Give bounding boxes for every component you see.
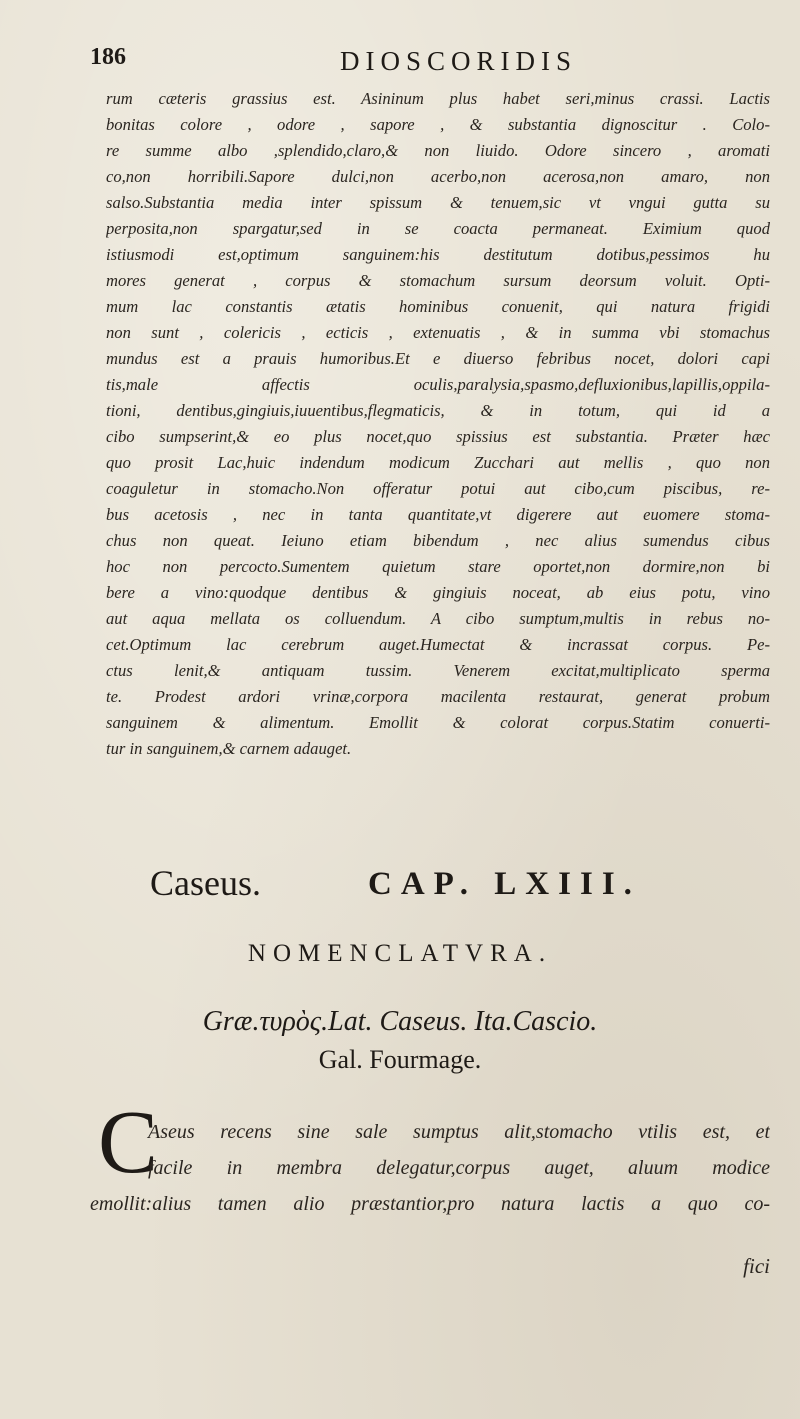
drop-cap-letter: C	[98, 1093, 159, 1192]
text-line: coaguletur in stomacho.Non offeratur potui aut cibo,cum piscibus, re-	[106, 479, 770, 498]
text-line: tis,male affectis oculis,paralysia,spasmo,defluxionibus,lapillis,oppila-	[106, 375, 770, 394]
main-text-block	[106, 86, 770, 762]
chapter-title: Caseus.	[150, 863, 261, 903]
page-header	[90, 44, 710, 84]
text-line: aut aqua mellata os colluendum. A cibo sumptum,multis in rebus no-	[106, 609, 770, 628]
text-line: emollit:alius tamen alio præstantior,pro natura lactis a quo co-	[90, 1193, 770, 1215]
section-text-block	[90, 1114, 770, 1222]
text-line: cet.Optimum lac cerebrum auget.Humectat & incrassat corpus. Pe-	[106, 635, 770, 654]
text-line: re summe albo ,splendido,claro,& non liuido. Odore sincero , aromati	[106, 141, 770, 160]
text-line: mundus est a prauis humoribus.Et e diuerso febribus nocet, dolori capi	[106, 349, 770, 368]
text-line: chus non queat. Ieiuno etiam bibendum , nec alius sumendus cibus	[106, 531, 770, 550]
text-line: non sunt , colericis , ecticis , extenuatis , & in summa vbi stomachus	[106, 323, 770, 342]
catchword: fici	[743, 1254, 770, 1278]
chapter-number: CAP. LXIII.	[368, 866, 641, 902]
text-line: bere a vino:quodque dentibus & gingiuis noceat, ab eius potu, vino	[106, 583, 770, 602]
text-line: ctus lenit,& antiquam tussim. Venerem excitat,multiplicato sperma	[106, 661, 770, 680]
page-number: 186	[90, 44, 126, 70]
text-line: tur in sanguinem,& carnem adauget.	[106, 739, 352, 758]
text-line: bus acetosis , nec in tanta quantitate,vt digerere aut euomere stoma-	[106, 505, 770, 524]
text-line: Aseus recens sine sale sumptus alit,stomacho vtilis est, et	[148, 1121, 770, 1143]
text-line: tioni, dentibus,gingiuis,iuuentibus,flegmaticis, & in totum, qui id a	[106, 401, 770, 420]
text-line: hoc non percocto.Sumentem quietum stare oportet,non dormire,non bi	[106, 557, 770, 576]
text-line: cibo sumpserint,& eo plus nocet,quo spissius est substantia. Præter hæc	[106, 427, 770, 446]
text-line: perposita,non spargatur,sed in se coacta permaneat. Eximium quod	[106, 219, 770, 238]
nomenclatura-heading: NOMENCLATVRA.	[247, 940, 553, 967]
gallic-name-line: Gal. Fourmage.	[318, 1045, 482, 1074]
chapter-heading	[106, 862, 770, 912]
text-line: co,non horribili.Sapore dulci,non acerbo,non acerosa,non amaro, non	[106, 167, 770, 186]
text-line: bonitas colore , odore , sapore , & substantia dignoscitur . Colo-	[106, 115, 770, 134]
text-line: facile in membra delegatur,corpus auget, aluum modice	[148, 1157, 770, 1179]
text-line: mum lac constantis ætatis hominibus conuenit, qui natura frigidi	[106, 297, 770, 316]
text-line: mores generat , corpus & stomachum sursum deorsum voluit. Opti-	[106, 271, 770, 290]
text-line: sanguinem & alimentum. Emollit & colorat corpus.Statim conuerti-	[106, 713, 770, 732]
text-line: quo prosit Lac,huic indendum modicum Zucchari aut mellis , quo non	[106, 453, 770, 472]
text-line: rum cæteris grassius est. Asininum plus habet seri,minus crassi. Lactis	[106, 89, 770, 108]
text-line: salso.Substantia media inter spissum & tenuem,sic vt vngui gutta su	[106, 193, 770, 212]
text-line: istiusmodi est,optimum sanguinem:his destitutum dotibus,pessimos hu	[106, 245, 770, 264]
names-line: Græ.τυρὸς.Lat. Caseus. Ita.Cascio.	[202, 1006, 598, 1037]
running-head: DIOSCORIDIS	[340, 46, 578, 76]
text-line: te. Prodest ardori vrinæ,corpora macilenta restaurat, generat probum	[106, 687, 770, 706]
